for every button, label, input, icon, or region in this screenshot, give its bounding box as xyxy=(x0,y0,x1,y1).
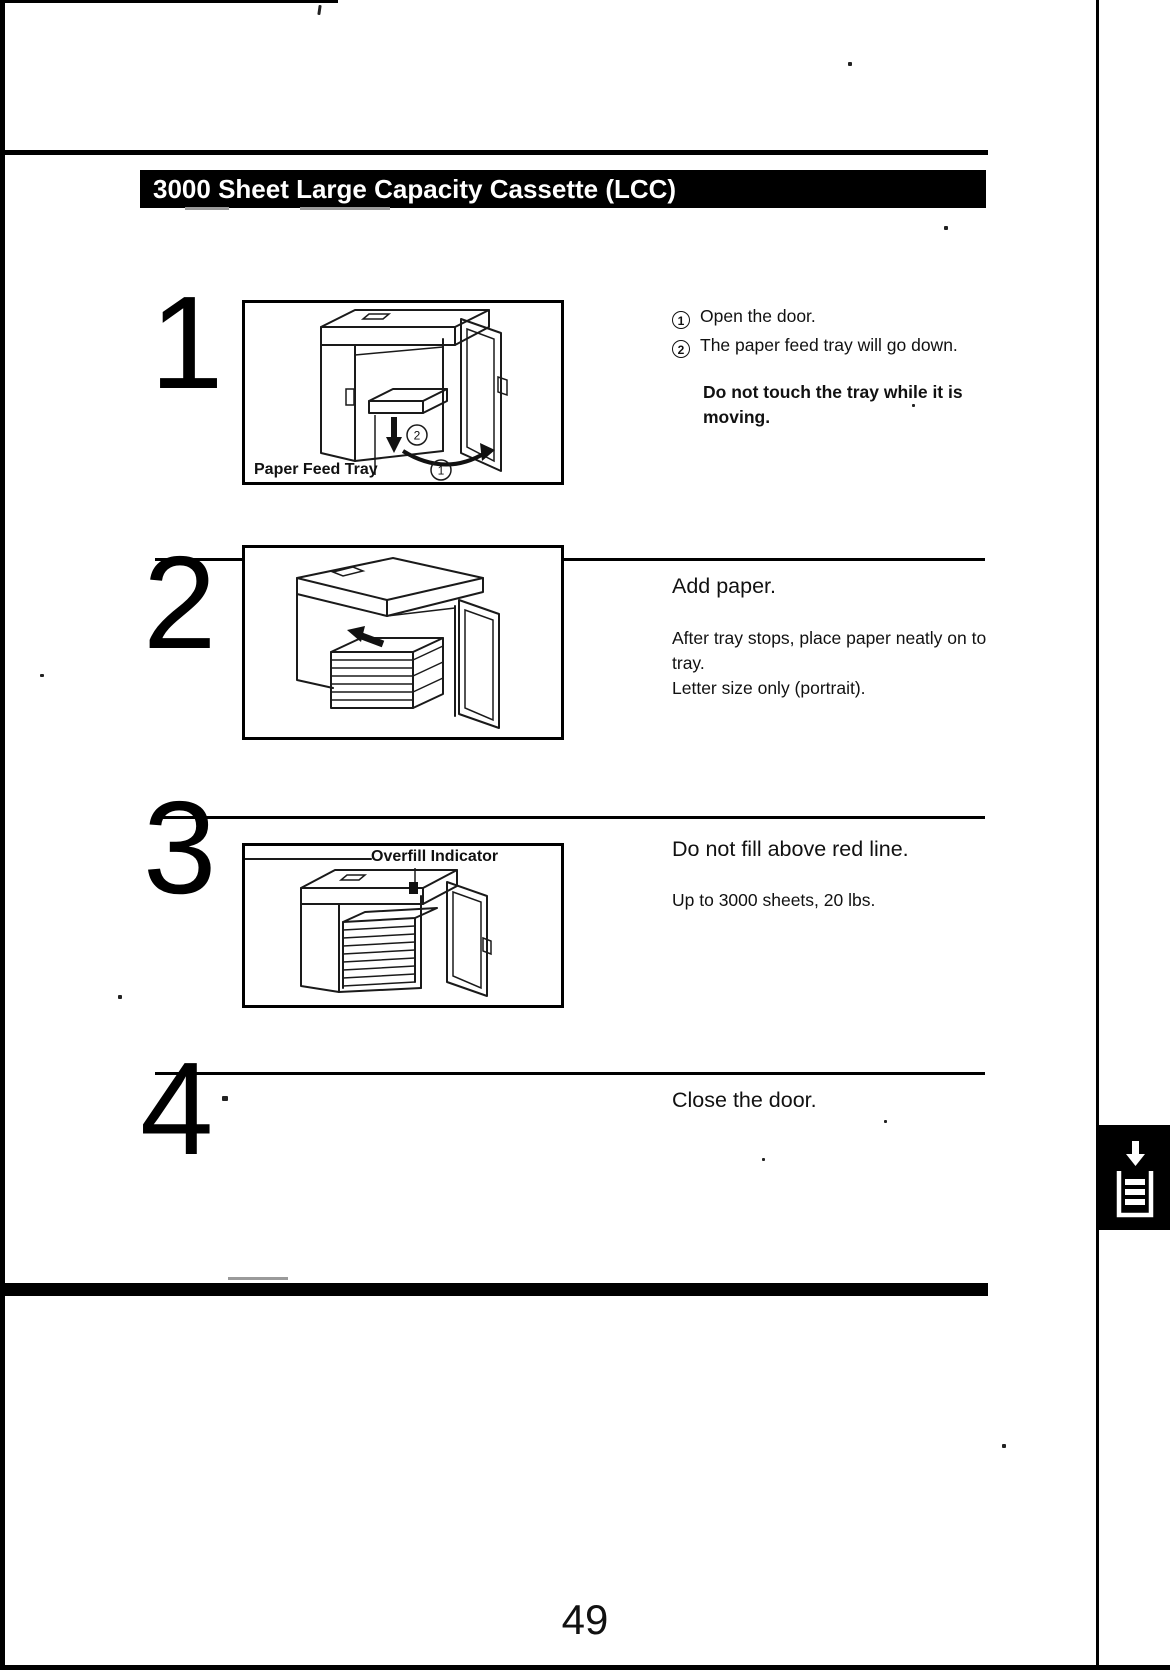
figure-label-overfill-indicator: Overfill Indicator xyxy=(371,848,499,865)
step-2-heading: Add paper. xyxy=(672,574,777,598)
step-1-number: 1 xyxy=(150,269,220,416)
scan-artifact xyxy=(40,674,44,677)
step-4-heading: Close the door. xyxy=(672,1088,817,1112)
title-top-rule xyxy=(0,150,988,155)
scan-artifact xyxy=(944,226,948,230)
step-3-body xyxy=(672,888,875,913)
figure-label-paper-feed-tray: Paper Feed Tray xyxy=(254,461,378,478)
circled-number-1: 1 xyxy=(672,311,690,329)
scan-artifact xyxy=(884,1120,887,1123)
warning-line-1: Do not touch the tray while it is xyxy=(703,382,963,402)
page-number: 49 xyxy=(561,1596,609,1643)
step-3-figure xyxy=(242,843,564,1008)
circled-number-2: 2 xyxy=(672,340,690,358)
scan-bottom-edge xyxy=(0,1665,1170,1670)
scan-artifact xyxy=(912,404,915,407)
scan-left-edge xyxy=(0,0,5,1670)
scan-artifact xyxy=(300,207,390,210)
step-1-item-1 xyxy=(672,302,958,331)
step-2-body-line-3: Letter size only (portrait). xyxy=(672,678,866,698)
step-2-figure xyxy=(242,545,564,740)
lcc-door-open-illustration xyxy=(245,303,561,482)
step-4-number: 4 xyxy=(140,1035,210,1182)
scan-artifact xyxy=(1002,1444,1006,1448)
chapter-tab xyxy=(1099,1125,1170,1230)
paper-load-icon xyxy=(1099,1125,1170,1230)
step-3-number: 3 xyxy=(143,774,213,921)
section-title-bar xyxy=(140,170,986,208)
step-1-warning xyxy=(703,380,963,430)
step-1-item-1-text: Open the door. xyxy=(700,306,816,326)
lcc-add-paper-illustration xyxy=(245,548,561,737)
step-1-item-2-text: The paper feed tray will go down. xyxy=(700,335,958,355)
scan-artifact xyxy=(228,1277,288,1280)
figure-marker-door-swing: 1 xyxy=(437,463,445,478)
scan-artifact xyxy=(222,1096,228,1101)
scan-artifact xyxy=(185,207,229,210)
scan-artifact xyxy=(848,62,852,66)
step-4-divider xyxy=(155,1072,985,1075)
step-3-heading: Do not fill above red line. xyxy=(672,837,909,861)
figure-marker-tray-down: 2 xyxy=(413,428,421,443)
warning-line-2: moving. xyxy=(703,407,771,427)
step-1-figure xyxy=(242,300,564,485)
footer-bar xyxy=(0,1283,988,1296)
step-1-item-2 xyxy=(672,331,958,360)
step-2-body xyxy=(672,626,986,701)
step-2-number: 2 xyxy=(143,529,213,676)
scan-artifact xyxy=(317,5,321,15)
scan-artifact xyxy=(118,995,122,999)
lcc-overfill-indicator-illustration xyxy=(245,846,561,1005)
step-2-body-line-1: After tray stops, place paper neatly on to xyxy=(672,628,987,648)
scan-artifact xyxy=(762,1158,765,1161)
page-margin-rule xyxy=(1096,0,1099,1670)
section-title: 3000 Sheet Large Capacity Cassette (LCC) xyxy=(153,173,677,204)
step-3-divider xyxy=(155,816,985,819)
scan-top-edge xyxy=(0,0,338,3)
step-2-body-line-2: tray. xyxy=(672,653,705,673)
step-1-instructions xyxy=(672,302,958,360)
step-3-body-line-1: Up to 3000 sheets, 20 lbs. xyxy=(672,890,876,910)
